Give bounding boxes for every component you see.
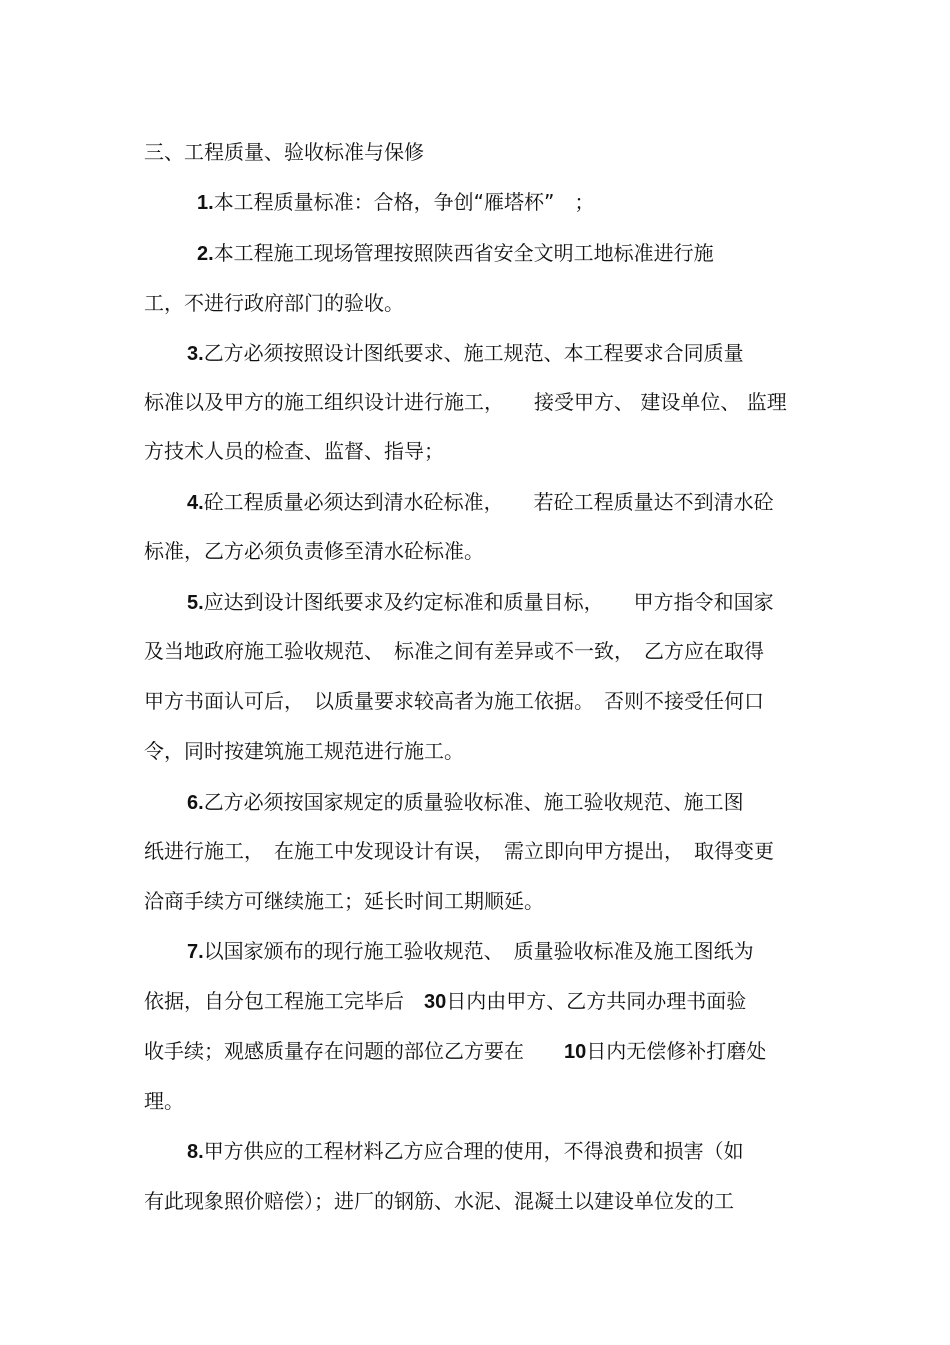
clause-3: [187, 341, 744, 366]
clause-6-line-3: 洽商手续方可继续施工；延长时间工期顺延。: [144, 889, 544, 913]
clause-8-line-2: 有此现象照价赔偿）；进厂的钢筋、水泥、混凝土以建设单位发的工: [144, 1189, 734, 1213]
clause-text: 甲方供应的工程材料乙方应合理的使用，不得浪费和损害（如: [203, 1139, 744, 1163]
clause-6-line-2: 纸进行施工， 在施工中发现设计有误， 需立即向甲方提出， 取得变更: [144, 839, 774, 863]
clause-4-line-2: 标准，乙方必须负责修至清水砼标准。: [144, 539, 484, 563]
clause-text: 乙方必须按照设计图纸要求、施工规范、本工程要求合同质量: [203, 341, 744, 365]
clause-number: 5.: [187, 592, 204, 614]
clause-number: 6.: [187, 792, 204, 814]
clause-number: 3.: [187, 343, 204, 365]
clause-number: 4.: [187, 492, 204, 514]
clause-7-line-4: 理。: [144, 1089, 184, 1113]
clause-text: 乙方必须按国家规定的质量验收标准、施工验收规范、施工图: [203, 790, 744, 814]
clause-2: [197, 241, 714, 266]
clause-text: 应达到设计图纸要求及约定标准和质量目标， 甲方指令和国家: [203, 590, 774, 614]
clause-text: 本工程质量标准：合格，争创“雁塔杯” ；: [213, 190, 595, 214]
clause-7: [187, 939, 754, 964]
clause-text: 日内由甲方、乙方共同办理书面验: [446, 989, 747, 1013]
clause-5-line-2: 及当地政府施工验收规范、 标准之间有差异或不一致， 乙方应在取得: [144, 639, 764, 663]
clause-3-line-3: 方技术人员的检查、监督、指导；: [144, 439, 444, 463]
clause-text: 以国家颁布的现行施工验收规范、 质量验收标准及施工图纸为: [203, 939, 754, 963]
clause-text: 收手续；观感质量存在问题的部位乙方要在: [144, 1039, 564, 1063]
clause-2-line-2: 工，不进行政府部门的验收。: [144, 291, 404, 315]
days-number-10: 10: [564, 1041, 587, 1063]
clause-text: 日内无偿修补打磨处: [586, 1039, 767, 1063]
days-number-30: 30: [424, 991, 447, 1013]
clause-text: 砼工程质量必须达到清水砼标准， 若砼工程质量达不到清水砼: [203, 490, 774, 514]
clause-5: [187, 590, 774, 615]
clause-6: [187, 790, 744, 815]
clause-4: [187, 490, 774, 515]
clause-text: 本工程施工现场管理按照陕西省安全文明工地标准进行施: [213, 241, 714, 265]
clause-number: 1.: [197, 192, 214, 214]
clause-8: [187, 1139, 744, 1164]
clause-3-line-2: 标准以及甲方的施工组织设计进行施工， 接受甲方、 建设单位、 监理: [144, 390, 787, 414]
clause-number: 2.: [197, 243, 214, 265]
clause-text: 依据，自分包工程施工完毕后: [144, 989, 424, 1013]
clause-7-line-3: [144, 1039, 766, 1064]
clause-5-line-4: 令，同时按建筑施工规范进行施工。: [144, 739, 464, 763]
clause-number: 8.: [187, 1141, 204, 1163]
clause-1: [197, 190, 594, 215]
clause-7-line-2: [144, 989, 746, 1014]
clause-number: 7.: [187, 941, 204, 963]
section-heading: 三、工程质量、验收标准与保修: [144, 140, 424, 164]
clause-5-line-3: 甲方书面认可后， 以质量要求较高者为施工依据。 否则不接受任何口: [144, 689, 764, 713]
